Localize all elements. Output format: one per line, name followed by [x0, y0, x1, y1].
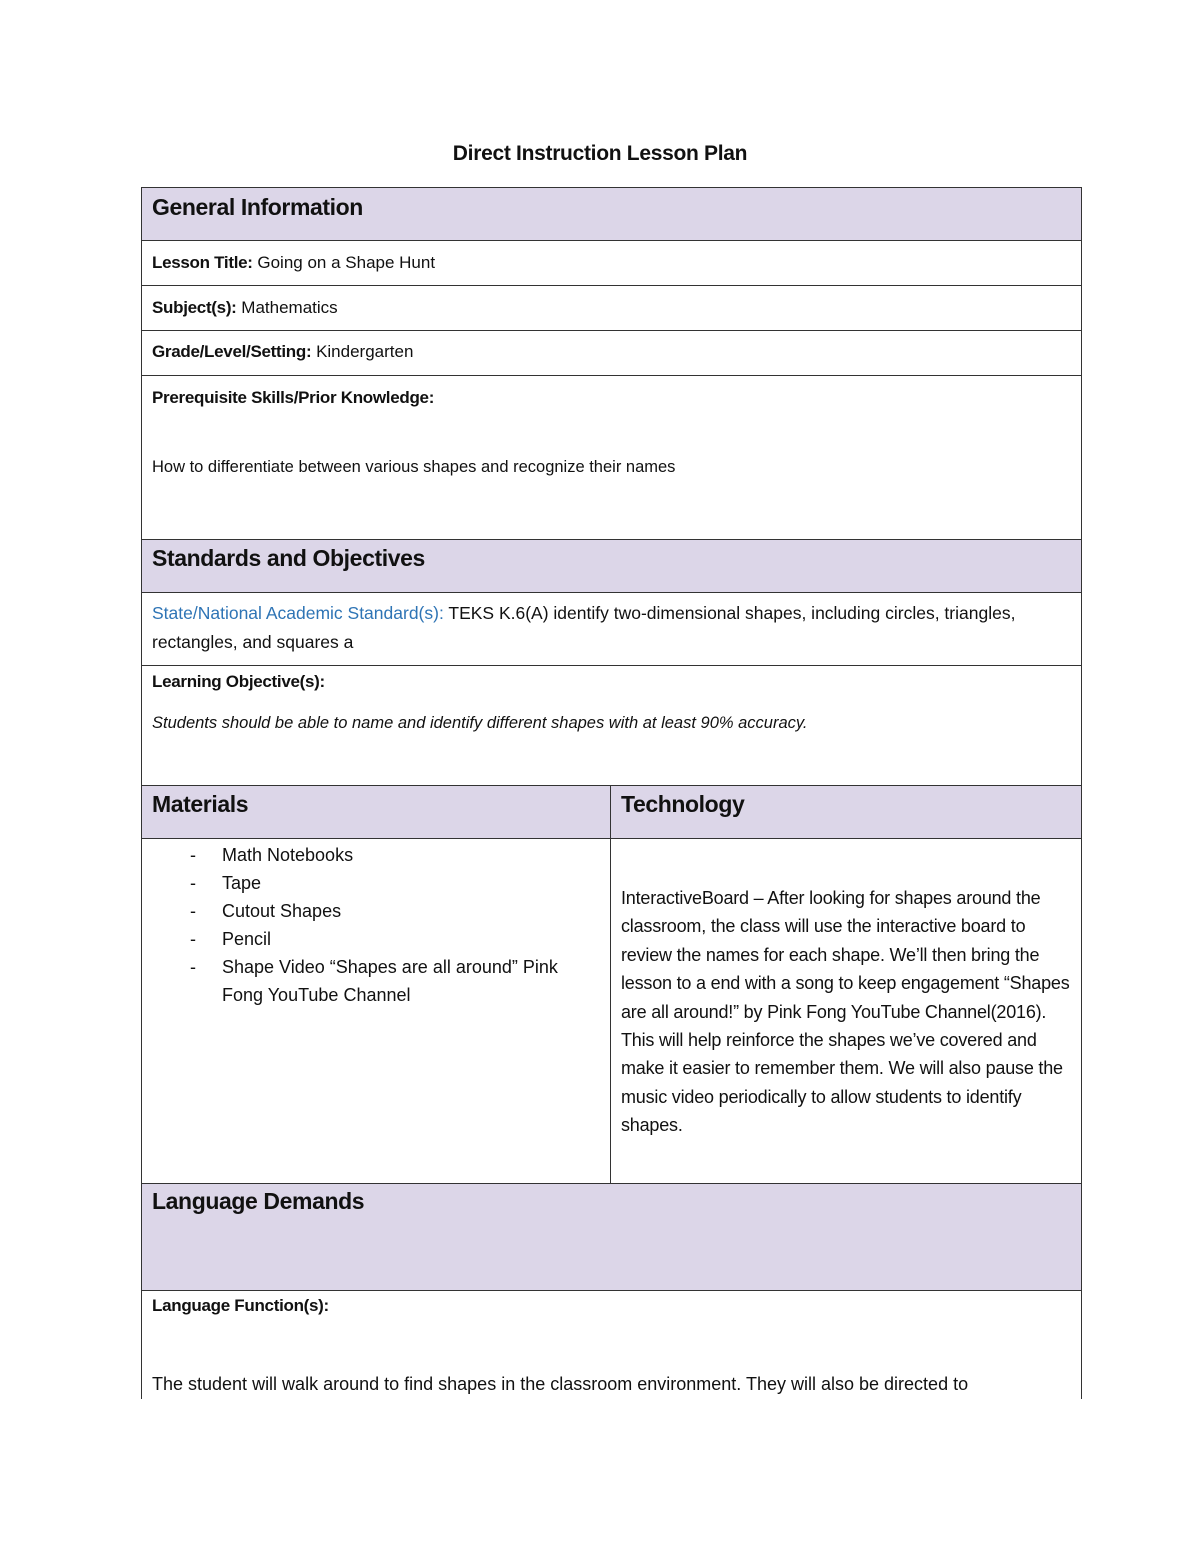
materials-item: - Shape Video “Shapes are all around” Pink Fong YouTube Channel: [190, 953, 600, 1009]
general-information-title: General Information: [152, 194, 363, 220]
learning-objective-value: Students should be able to name and identify different shapes with at least 90% accuracy.: [152, 714, 808, 732]
academic-standard-row: [142, 593, 1081, 666]
technology-header: [611, 786, 1081, 838]
language-function-label: Language Function(s):: [152, 1296, 329, 1315]
lesson-title-label: Lesson Title:: [152, 253, 253, 272]
language-demands-title: Language Demands: [152, 1188, 365, 1214]
technology-description: InteractiveBoard – After looking for shapes around the classroom, the class will use the interactive board to review the names for each shape. We’ll then bring the lesson to a end with a song to keep engagement “Shapes are all around!” by Pink Fong YouTube Channel(2016). This will help reinforce the shapes we’ve covered and make it easier to remember them. We will also pause the music video periodically to allow students to identify shapes.: [621, 888, 1070, 1136]
technology-title: Technology: [621, 791, 745, 817]
grade-label: Grade/Level/Setting:: [152, 342, 312, 361]
materials-item: - Math Notebooks: [190, 841, 600, 869]
materials-item: - Tape: [190, 869, 600, 897]
learning-objective-label: Learning Objective(s):: [152, 672, 325, 691]
language-function-value: The student will walk around to find shapes in the classroom environment. They will also be directed to: [152, 1374, 969, 1394]
materials-list-cell: [142, 839, 611, 1183]
academic-standard-value: TEKS K.6(A) identify two-dimensional shapes, including circles, triangles, rectangles, and squares a: [152, 603, 1016, 652]
lesson-title-value: Going on a Shape Hunt: [257, 253, 436, 272]
language-demands-header: [142, 1184, 1081, 1291]
technology-cell: [611, 839, 1081, 1183]
language-function-row: [142, 1291, 1081, 1399]
learning-objective-row: [142, 666, 1081, 786]
standards-objectives-title: Standards and Objectives: [152, 545, 425, 571]
general-information-header: [142, 188, 1081, 241]
materials-item: - Pencil: [190, 925, 600, 953]
prerequisite-value: How to differentiate between various shapes and recognize their names: [152, 458, 676, 476]
subject-row: [142, 286, 1081, 331]
academic-standard-label: State/National Academic Standard(s):: [152, 603, 444, 623]
materials-technology-header-row: [142, 786, 1081, 839]
prerequisite-label: Prerequisite Skills/Prior Knowledge:: [152, 388, 435, 407]
page-title: Direct Instruction Lesson Plan: [452, 142, 748, 165]
materials-list: [152, 841, 600, 1009]
lesson-title-row: [142, 241, 1081, 286]
materials-item: - Cutout Shapes: [190, 897, 600, 925]
materials-technology-body-row: [142, 839, 1081, 1184]
prerequisite-row: [142, 376, 1081, 540]
standards-objectives-header: [142, 540, 1081, 593]
lesson-plan-table: [141, 187, 1082, 1399]
subject-label: Subject(s):: [152, 298, 237, 317]
subject-value: Mathematics: [241, 298, 338, 317]
materials-title: Materials: [152, 791, 249, 817]
materials-header: [142, 786, 611, 838]
grade-value: Kindergarten: [316, 342, 414, 361]
grade-row: [142, 331, 1081, 376]
